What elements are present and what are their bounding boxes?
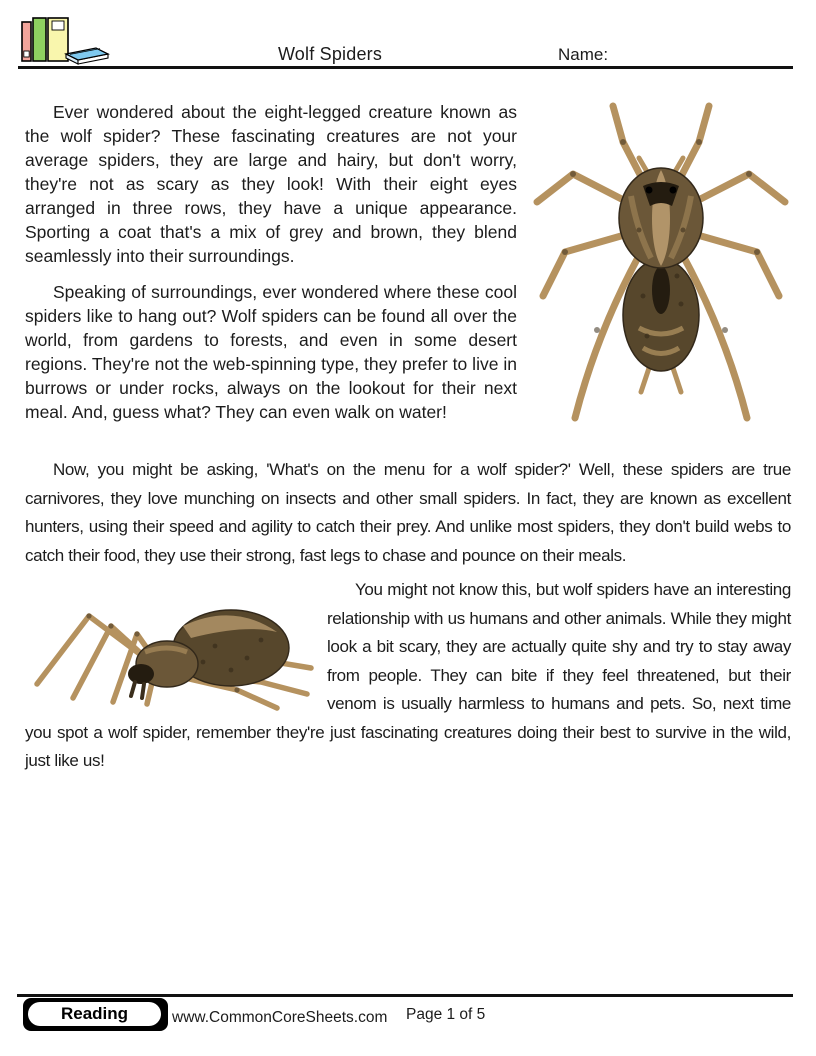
passage-paragraph-4: You might not know this, but wolf spiders have an interesting relationship with us humans and other animals. While they might look a bit scary, they are actually quite shy and try to stay away from people. They can bite if they feel threatened, but their venom is usually harmless to humans and pets. So, next time you spot a wolf spider, remember they're just fascinating creatures doing their best to survive in the wild, just like us!	[25, 580, 791, 770]
wolf-spider-side-view-photo	[25, 586, 315, 711]
footer-divider	[17, 994, 793, 997]
passage-paragraph-3: Now, you might be asking, 'What's on the menu for a wolf spider?' Well, these spiders are true carnivores, they love munching on insects and other small spiders. In fact, they are known as excellent hunters, using their speed and agility to catch their prey. And unlike most spiders, they don't build webs to catch their food, they use their strong, fast legs to chase and pounce on their meals.	[25, 460, 791, 565]
wolf-spider-top-view-photo	[531, 100, 791, 436]
passage-paragraph-4-block	[25, 576, 791, 776]
page-title: Wolf Spiders	[277, 44, 383, 64]
name-label: Name:	[558, 45, 609, 64]
website-text: www.CommonCoreSheets.com	[172, 1009, 388, 1026]
passage-paragraph-2: Speaking of surroundings, ever wondered where these cool spiders like to hang out? Wolf spiders can be found all over the world, from gardens to forests, and even in some desert regions. They're not the web-spinning type, they prefer to live in burrows or under rocks, always on the lookout for their next meal. And, guess what? They can even walk on water!	[25, 282, 517, 422]
reading-passage	[25, 100, 791, 788]
header-divider	[18, 66, 793, 69]
page-number: Page 1 of 5	[406, 1006, 486, 1023]
reading-badge-label: Reading	[28, 1002, 161, 1026]
passage-paragraph-1: Ever wondered about the eight-legged creature known as the wolf spider? These fascinating creatures are not your average spiders, they are large and hairy, but don't worry, they're not as scary as they look! With their eight eyes arranged in three rows, they have a unique appearance. Sporting a coat that's a mix of grey and brown, they blend seamlessly into their surroundings.	[25, 102, 517, 266]
reading-badge	[23, 998, 168, 1031]
books-logo-icon	[18, 13, 110, 65]
